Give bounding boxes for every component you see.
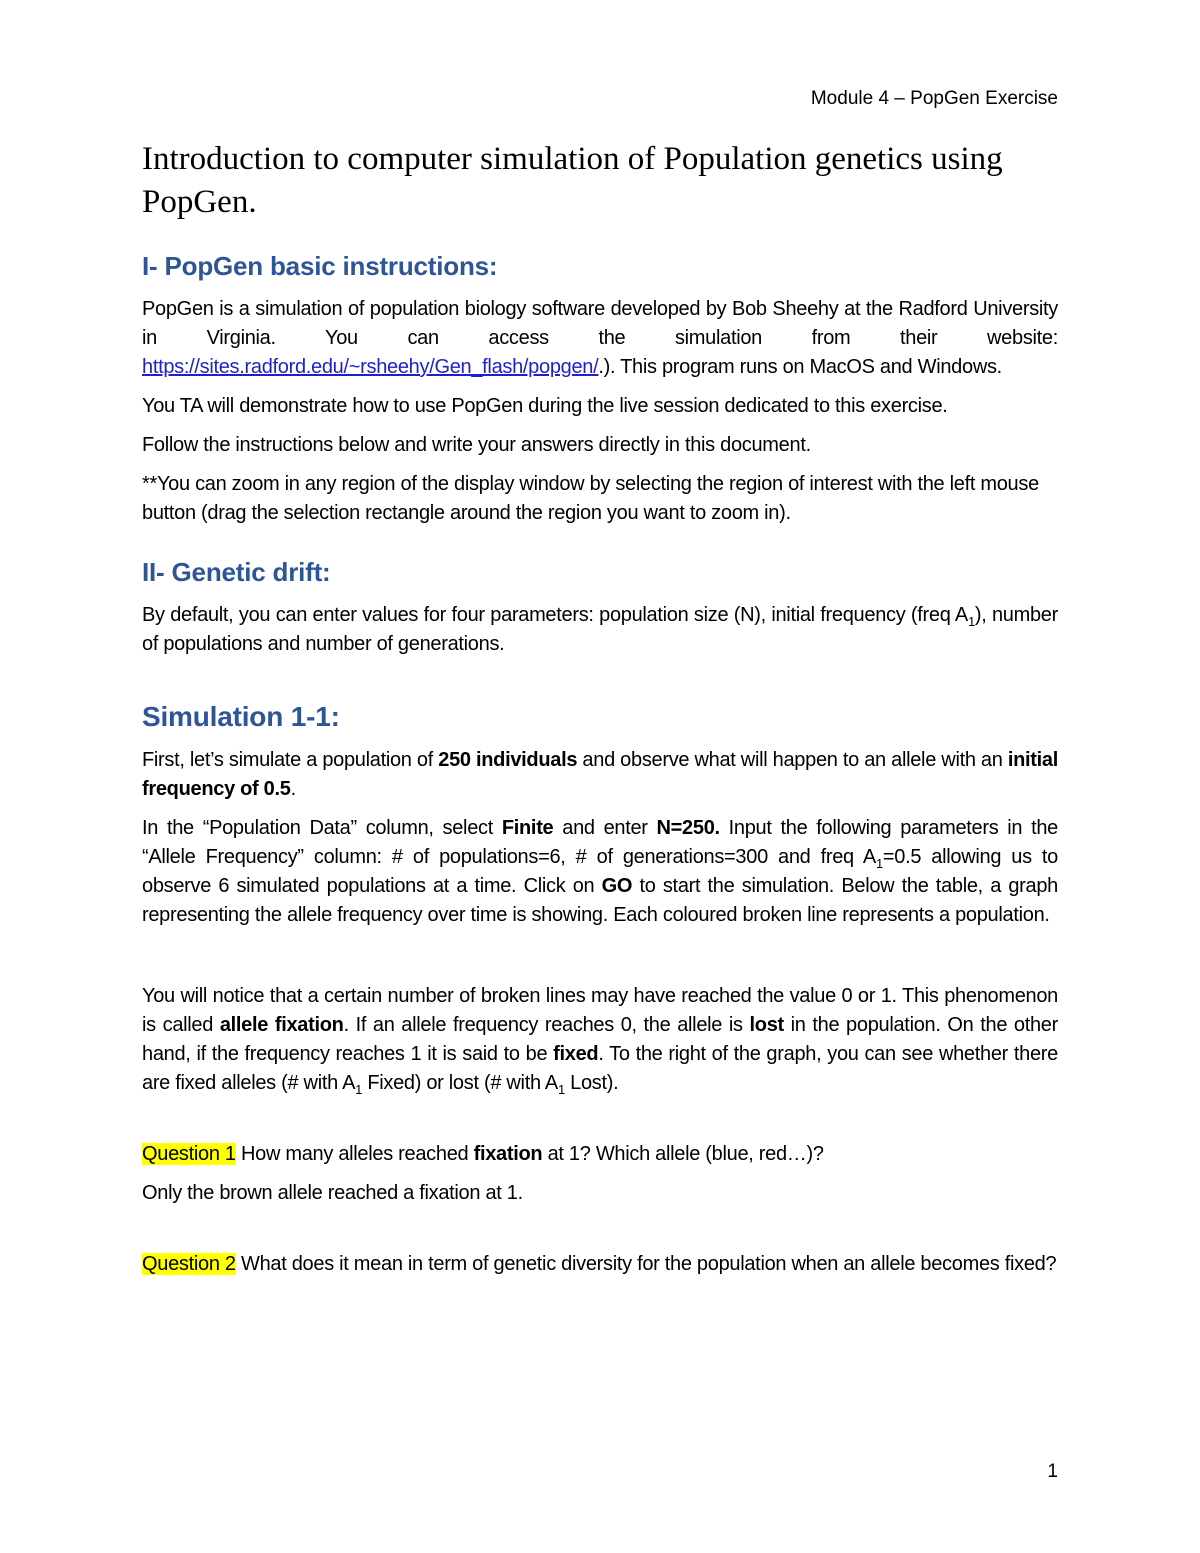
bold-text: GO: [601, 875, 633, 897]
text: What does it mean in term of genetic diversity for the population when an allele becomes fixed?: [235, 1253, 1057, 1275]
sim-paragraph-1: [142, 746, 1058, 804]
follow-paragraph: Follow the instructions below and write your answers directly in this document.: [142, 434, 811, 456]
text: First, let’s simulate a population of: [142, 749, 439, 771]
answer-1[interactable]: Only the brown allele reached a fixation at 1.: [142, 1182, 523, 1204]
question-2-label: Question 2: [142, 1253, 236, 1275]
simulation-heading: Simulation 1-1:: [142, 701, 340, 732]
bold-text: N=250.: [656, 817, 720, 839]
question-1-label: Question 1: [142, 1143, 236, 1165]
sim-paragraph-2: [142, 814, 1058, 930]
intro-paragraph: [142, 295, 1058, 382]
drift-text: By default, you can enter values for four parameters: population size (N), initial frequency (freq A: [142, 604, 968, 626]
text: Lost).: [564, 1072, 619, 1094]
text: . To the right of the graph, you can see whether there are fixed alleles (# with A: [142, 1043, 1058, 1094]
text: =0.5 allowing us to observe 6 simulated populations at a time. Click on: [142, 846, 1058, 897]
page-header: Module 4 – PopGen Exercise: [810, 88, 1058, 109]
text: at 1? Which allele (blue, red…)?: [542, 1143, 824, 1165]
bold-text: initial frequency of 0.5: [142, 749, 1058, 800]
sim-paragraph-3: [142, 982, 1058, 1098]
text: and observe what will happen to an allele with an: [577, 749, 1008, 771]
question-1: [142, 1140, 1058, 1169]
intro-text: PopGen is a simulation of population biology software developed by Bob Sheehy at the Radford University in Virginia. You can access the simulation from their website:: [142, 298, 1058, 349]
section-heading-instructions: I- PopGen basic instructions:: [142, 251, 498, 281]
bold-text: fixed: [553, 1043, 599, 1065]
bold-text: 250 individuals: [438, 749, 578, 771]
bold-text: allele fixation: [219, 1014, 344, 1036]
text: Fixed) or lost (# with A: [362, 1072, 558, 1094]
question-2: [142, 1250, 1058, 1279]
section-heading-genetic-drift: II- Genetic drift:: [142, 557, 331, 587]
text: and enter: [553, 817, 657, 839]
bold-text: fixation: [473, 1143, 543, 1165]
drift-text-end: ), number of populations and number of generations.: [142, 604, 1058, 655]
subscript: 1: [967, 614, 975, 629]
subscript: 1: [355, 1082, 363, 1097]
text: . If an allele frequency reaches 0, the allele is: [343, 1014, 750, 1036]
text: In the “Population Data” column, select: [142, 817, 502, 839]
page-number: 1: [1047, 1461, 1058, 1482]
text: Input the following parameters in the “Allele Frequency” column: # of populations=6, # of generations=300 and freq A: [142, 817, 1059, 868]
ta-paragraph: You TA will demonstrate how to use PopGen during the live session dedicated to this exercise.: [142, 395, 948, 417]
drift-paragraph: [142, 601, 1058, 659]
text: .: [290, 778, 296, 800]
popgen-website-link[interactable]: https://sites.radford.edu/~rsheehy/Gen_flash/popgen/: [142, 356, 599, 378]
subscript: 1: [875, 856, 883, 871]
intro-text-end: .). This program runs on MacOS and Windows.: [598, 356, 1002, 378]
zoom-tip-paragraph: **You can zoom in any region of the display window by selecting the region of interest with the left mouse button (drag the selection rectangle around the region you want to zoom in).: [142, 473, 1039, 524]
document-title: Introduction to computer simulation of Population genetics using PopGen.: [142, 141, 1003, 220]
subscript: 1: [557, 1082, 565, 1097]
document-body: [142, 138, 1058, 1289]
text: in the population. On the other hand, if the frequency reaches 1 it is said to be: [142, 1014, 1058, 1065]
text: How many alleles reached: [235, 1143, 474, 1165]
bold-text: Finite: [501, 817, 554, 839]
text: to start the simulation. Below the table, a graph representing the allele frequency over time is showing. Each coloured broken line represents a population.: [142, 875, 1059, 926]
text: You will notice that a certain number of broken lines may have reached the value 0 or 1. This phenomenon is called: [142, 985, 1058, 1036]
bold-text: lost: [749, 1014, 784, 1036]
